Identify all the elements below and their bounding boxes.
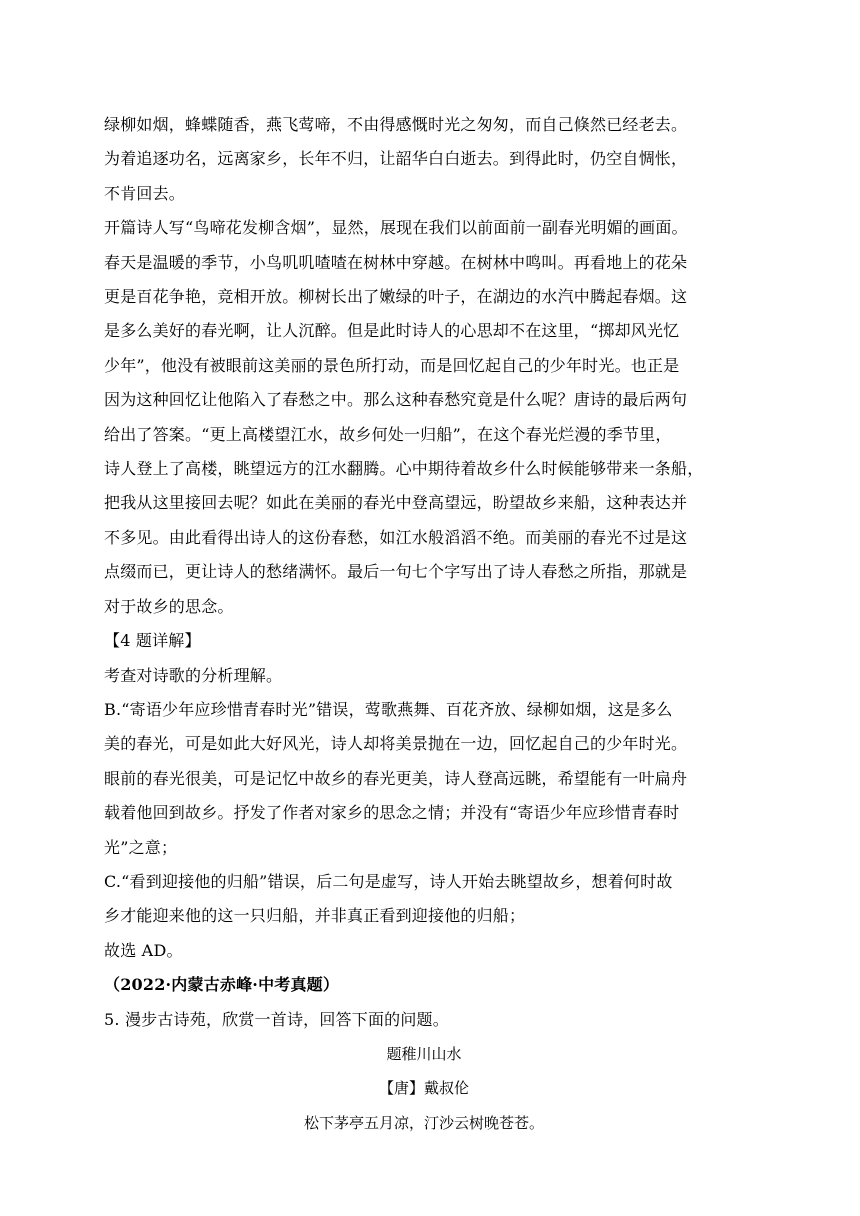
text-line: C.“看到迎接他的归船”错误，后二句是虚写，诗人开始去眺望故乡，想着何时故 — [104, 871, 673, 891]
paragraph-answer — [104, 934, 744, 968]
text-line: 因为这种回忆让他陷入了春愁之中。那么这种春愁究竟是什么呢？唐诗的最后两句 — [104, 390, 688, 410]
poem-line: 松下茅亭五月凉，汀沙云树晚苍苍。 — [303, 1113, 544, 1132]
text-line: 光”之意； — [104, 837, 178, 857]
text-line: 对于故乡的思念。 — [104, 596, 234, 616]
text-line: 更是百花争艳，竞相开放。柳树长出了嫩绿的叶子，在湖边的水汽中腾起春烟。这 — [104, 287, 688, 307]
text-line: 绿柳如烟，蜂蝶随香，燕飞莺啼，不由得感慨时光之匆匆，而自己倏然已经老去。 — [104, 115, 688, 134]
text-line: 载着他回到故乡。抒发了作者对家乡的思念之情；并没有“寄语少年应珍惜青春时 — [104, 803, 680, 823]
document-page — [104, 108, 744, 1140]
text-line: 春天是温暖的季节，小鸟叽叽喳喳在树林中穿越。在树林中鸣叫。再看地上的花朵 — [104, 252, 688, 272]
text-line: 给出了答案。“更上高楼望江水，故乡何处一归船”，在这个春光烂漫的季节里， — [104, 424, 672, 444]
question-text: 5. 漫步古诗苑，欣赏一首诗，回答下面的问题。 — [104, 1009, 449, 1029]
text-line: 美的春光，可是如此大好风光，诗人却将美景抛在一边，回忆起自己的少年时光。 — [104, 734, 688, 754]
text-line: 开篇诗人写“鸟啼花发柳含烟”，显然，展现在我们以前面前一副春光明媚的画面。 — [104, 218, 688, 238]
section-heading-q4 — [104, 624, 744, 658]
text-line: 点缀而已，更让诗人的愁绪满怀。最后一句七个字写出了诗人春愁之所指，那就是 — [104, 562, 688, 582]
poem-title: 题稚川山水 — [386, 1044, 462, 1063]
text-line: 不肯回去。 — [104, 183, 186, 203]
text-line: 眼前的春光很美，可是记忆中故乡的春光更美，诗人登高远眺，希望能有一叶扁舟 — [104, 768, 688, 788]
text-line: 是多么美好的春光啊，让人沉醉。但是此时诗人的心思却不在这里，“掷却风光忆 — [104, 321, 680, 341]
text-line: 乡才能迎来他的这一只归船，并非真正看到迎接他的归船； — [104, 906, 526, 926]
poem-author: 【唐】戴叔伦 — [378, 1079, 469, 1098]
paragraph-option-b — [104, 693, 744, 865]
text-line: 故选 AD。 — [104, 940, 183, 960]
text-line: 【4 题详解】 — [104, 631, 201, 651]
text-line: 为着追逐功名，远离家乡，长年不归，让韶华白白逝去。到得此时，仍空自惆怅， — [104, 149, 688, 169]
text-line: 把我从这里接回去呢？如此在美丽的春光中登高望远，盼望故乡来船，这种表达并 — [104, 493, 688, 513]
text-line: B.“寄语少年应珍惜青春时光”错误，莺歌燕舞、百花齐放、绿柳如烟，这是多么 — [104, 699, 673, 719]
question-prompt — [104, 1003, 744, 1037]
paragraph-summary — [104, 108, 744, 211]
paragraph-option-c — [104, 865, 744, 934]
text-line: 不多见。由此看得出诗人的这份春愁，如江水般滔滔不绝。而美丽的春光不过是这 — [104, 527, 688, 547]
paragraph-analysis — [104, 211, 744, 624]
text-line: 少年”，他没有被眼前这美丽的景色所打动，而是回忆起自己的少年时光。也正是 — [104, 355, 680, 375]
text-line: 考查对诗歌的分析理解。 — [104, 665, 283, 685]
paragraph-q4-intro — [104, 659, 744, 693]
source-text: （2022·内蒙古赤峰·中考真题） — [104, 975, 340, 995]
question-source — [104, 968, 744, 1002]
text-line: 诗人登上了高楼，眺望远方的江水翻腾。心中期待着故乡什么时候能够带来一条船， — [104, 459, 704, 479]
